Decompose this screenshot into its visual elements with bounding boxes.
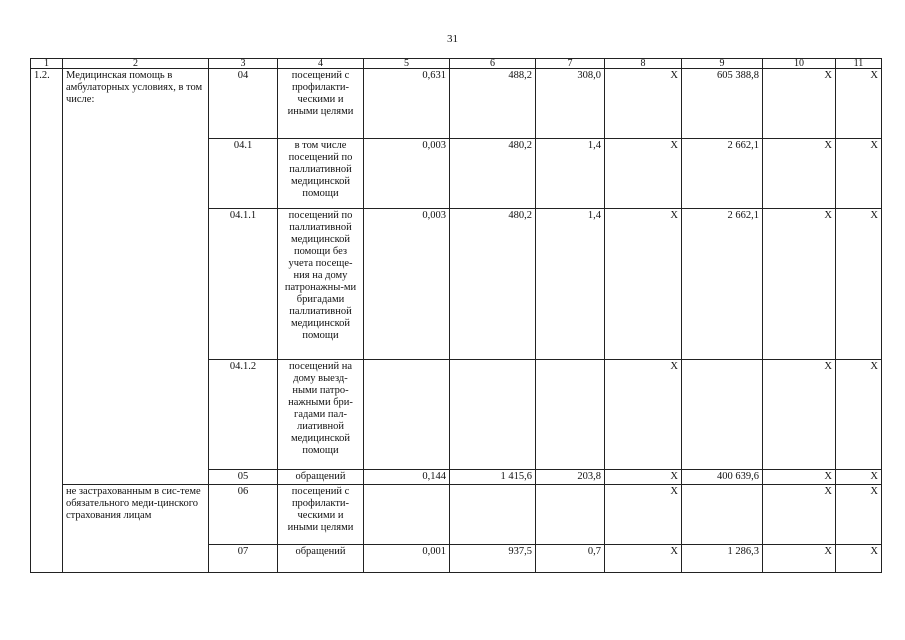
row-c11: Х xyxy=(836,360,882,470)
section-number: 1.2. xyxy=(31,69,63,573)
table-row xyxy=(31,485,882,545)
row-c8: Х xyxy=(605,485,682,545)
row-c9: 2 662,1 xyxy=(682,139,763,209)
row-c6: 1 415,6 xyxy=(450,470,536,485)
row-unit: обращений xyxy=(278,470,364,485)
row-c7: 1,4 xyxy=(536,139,605,209)
row-unit: посещений по паллиативной медицинской помощи без учета посеще-ния на дому патронажны-ми бригадами паллиативной медицинской помощи xyxy=(278,209,364,360)
row-c8: Х xyxy=(605,545,682,573)
row-c11: Х xyxy=(836,139,882,209)
row-c10: Х xyxy=(763,470,836,485)
row-c10: Х xyxy=(763,545,836,573)
row-c6: 480,2 xyxy=(450,209,536,360)
row-c9: 400 639,6 xyxy=(682,470,763,485)
section-title: Медицинская помощь в амбулаторных условиях, в том числе: xyxy=(63,69,209,485)
page-number: 31 xyxy=(447,33,458,45)
header-cell: 6 xyxy=(450,59,536,69)
row-c11: Х xyxy=(836,69,882,139)
row-c8: Х xyxy=(605,360,682,470)
row-code: 04.1 xyxy=(209,139,278,209)
row-c8: Х xyxy=(605,69,682,139)
header-cell: 1 xyxy=(31,59,63,69)
row-c5 xyxy=(364,360,450,470)
row-code: 04 xyxy=(209,69,278,139)
row-c7 xyxy=(536,485,605,545)
row-c9: 2 662,1 xyxy=(682,209,763,360)
row-c5: 0,144 xyxy=(364,470,450,485)
row-code: 05 xyxy=(209,470,278,485)
sub-section-title: не застрахованным в сис-теме обязательного меди-цинского страхования лицам xyxy=(63,485,209,573)
row-unit: посещений с профилакти-ческими и иными целями xyxy=(278,69,364,139)
row-c6: 488,2 xyxy=(450,69,536,139)
row-code: 06 xyxy=(209,485,278,545)
header-cell: 10 xyxy=(763,59,836,69)
data-table xyxy=(30,58,882,573)
header-cell: 3 xyxy=(209,59,278,69)
header-cell: 2 xyxy=(63,59,209,69)
row-c10: Х xyxy=(763,209,836,360)
row-c8: Х xyxy=(605,209,682,360)
row-c6 xyxy=(450,360,536,470)
row-c5: 0,003 xyxy=(364,209,450,360)
header-cell: 11 xyxy=(836,59,882,69)
header-row xyxy=(31,59,882,69)
header-cell: 8 xyxy=(605,59,682,69)
header-cell: 5 xyxy=(364,59,450,69)
row-unit: в том числе посещений по паллиативной медицинской помощи xyxy=(278,139,364,209)
row-c6 xyxy=(450,485,536,545)
row-c10: Х xyxy=(763,360,836,470)
row-unit: посещений с профилакти-ческими и иными целями xyxy=(278,485,364,545)
row-code: 07 xyxy=(209,545,278,573)
row-c11: Х xyxy=(836,470,882,485)
header-cell: 7 xyxy=(536,59,605,69)
row-c9: 1 286,3 xyxy=(682,545,763,573)
row-c5: 0,631 xyxy=(364,69,450,139)
row-c7: 203,8 xyxy=(536,470,605,485)
row-c9 xyxy=(682,360,763,470)
row-c6: 937,5 xyxy=(450,545,536,573)
row-code: 04.1.1 xyxy=(209,209,278,360)
row-c11: Х xyxy=(836,209,882,360)
table-row xyxy=(31,69,882,139)
header-cell: 4 xyxy=(278,59,364,69)
row-c7: 0,7 xyxy=(536,545,605,573)
row-c9 xyxy=(682,485,763,545)
row-c10: Х xyxy=(763,69,836,139)
row-code: 04.1.2 xyxy=(209,360,278,470)
row-c7: 308,0 xyxy=(536,69,605,139)
row-c10: Х xyxy=(763,485,836,545)
row-unit: посещений на дому выезд-ными патро-нажными бри-гадами пал-лиативной медицинской помощи xyxy=(278,360,364,470)
row-c11: Х xyxy=(836,485,882,545)
row-c5 xyxy=(364,485,450,545)
row-c7: 1,4 xyxy=(536,209,605,360)
row-c11: Х xyxy=(836,545,882,573)
row-c7 xyxy=(536,360,605,470)
row-c8: Х xyxy=(605,470,682,485)
row-c5: 0,003 xyxy=(364,139,450,209)
row-c8: Х xyxy=(605,139,682,209)
header-cell: 9 xyxy=(682,59,763,69)
row-c6: 480,2 xyxy=(450,139,536,209)
row-c10: Х xyxy=(763,139,836,209)
row-c5: 0,001 xyxy=(364,545,450,573)
row-c9: 605 388,8 xyxy=(682,69,763,139)
row-unit: обращений xyxy=(278,545,364,573)
